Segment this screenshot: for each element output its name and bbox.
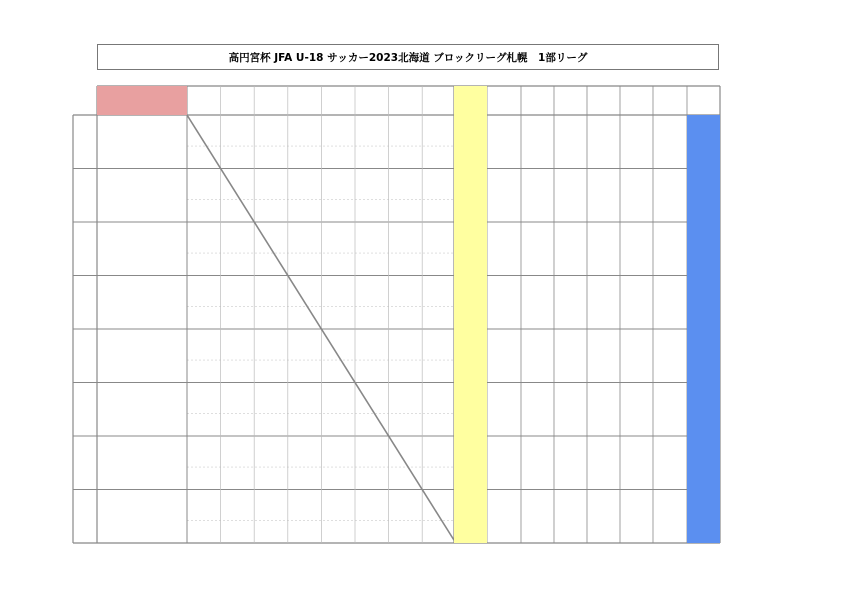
match-placeholder	[321, 496, 355, 522]
goal-diff-value	[653, 115, 687, 169]
wins-value	[487, 436, 521, 490]
match-score	[321, 288, 355, 304]
goal-diff-value	[653, 436, 687, 490]
row-number	[73, 436, 97, 490]
match-placeholder	[187, 282, 221, 308]
match-placeholder	[254, 442, 288, 468]
draws-value	[521, 383, 554, 437]
match-placeholder	[221, 389, 255, 415]
opponent-header	[321, 86, 355, 115]
row-number	[73, 222, 97, 276]
match-placeholder	[355, 282, 389, 308]
match-placeholder	[288, 496, 322, 522]
match-placeholder	[389, 335, 423, 361]
opponent-header	[187, 86, 221, 115]
wins-value	[487, 383, 521, 437]
row-number	[73, 490, 97, 544]
match-placeholder	[254, 522, 288, 544]
goal-diff-value	[653, 383, 687, 437]
losses-value	[554, 329, 587, 383]
match-placeholder	[321, 121, 355, 147]
team-name	[97, 436, 187, 490]
match-placeholder	[254, 121, 288, 147]
match-placeholder	[254, 201, 288, 223]
match-placeholder	[422, 442, 456, 468]
wins-value	[487, 115, 521, 169]
match-placeholder	[254, 282, 288, 308]
draws-value	[521, 490, 554, 544]
points-value	[454, 490, 487, 544]
goal-diff-value	[653, 169, 687, 223]
opponent-header	[254, 86, 288, 115]
match-placeholder	[422, 228, 456, 254]
points-value	[454, 436, 487, 490]
match-placeholder	[355, 175, 389, 201]
match-placeholder	[389, 389, 423, 415]
match-placeholder	[321, 201, 355, 223]
stat-header	[653, 86, 687, 115]
goals-for-value	[587, 436, 620, 490]
team-name	[97, 276, 187, 330]
stat-header	[687, 86, 720, 115]
match-placeholder	[221, 121, 255, 147]
rank-value	[687, 329, 720, 383]
match-placeholder	[254, 308, 288, 330]
match-placeholder	[422, 201, 456, 223]
goals-for-value	[587, 276, 620, 330]
goals-for-value	[587, 329, 620, 383]
match-placeholder	[221, 308, 255, 330]
match-placeholder	[288, 361, 322, 383]
draws-value	[521, 169, 554, 223]
match-placeholder	[187, 522, 221, 544]
match-placeholder	[355, 522, 389, 544]
match-placeholder	[355, 361, 389, 383]
wins-value	[487, 222, 521, 276]
team-name	[97, 222, 187, 276]
points-value	[454, 329, 487, 383]
losses-value	[554, 490, 587, 544]
match-placeholder	[254, 415, 288, 437]
team-name	[97, 490, 187, 544]
match-placeholder	[422, 361, 456, 383]
wins-value	[487, 169, 521, 223]
match-placeholder	[288, 442, 322, 468]
stat-header	[620, 86, 653, 115]
match-placeholder	[321, 147, 355, 169]
match-placeholder	[389, 361, 423, 383]
match-placeholder	[389, 282, 423, 308]
rank-value	[687, 222, 720, 276]
page-title: 高円宮杯 JFA U-18 サッカー2023北海道 ブロックリーグ札幌 1部リーグ	[97, 44, 719, 70]
points-value	[454, 276, 487, 330]
match-placeholder	[422, 415, 456, 437]
goal-diff-value	[653, 490, 687, 544]
league-label	[97, 86, 187, 115]
match-score	[221, 448, 255, 464]
draws-value	[521, 222, 554, 276]
match-placeholder	[389, 415, 423, 437]
rank-value	[687, 169, 720, 223]
match-placeholder	[221, 282, 255, 308]
draws-value	[521, 436, 554, 490]
row-number	[73, 329, 97, 383]
goals-against-value	[620, 329, 653, 383]
match-placeholder	[187, 308, 221, 330]
match-placeholder	[221, 361, 255, 383]
match-placeholder	[187, 442, 221, 468]
goals-against-value	[620, 276, 653, 330]
opponent-header	[288, 86, 322, 115]
match-placeholder	[254, 335, 288, 361]
match-placeholder	[389, 228, 423, 254]
match-placeholder	[254, 361, 288, 383]
wins-value	[487, 276, 521, 330]
match-placeholder	[321, 415, 355, 437]
match-score	[355, 234, 389, 250]
match-placeholder	[187, 335, 221, 361]
row-number	[73, 383, 97, 437]
match-score	[389, 181, 423, 197]
match-placeholder	[221, 415, 255, 437]
match-placeholder	[187, 228, 221, 254]
row-number	[73, 169, 97, 223]
match-placeholder	[254, 147, 288, 169]
rank-value	[687, 115, 720, 169]
match-placeholder	[288, 201, 322, 223]
match-score	[422, 127, 456, 143]
match-placeholder	[355, 442, 389, 468]
match-placeholder	[321, 468, 355, 490]
rank-value	[687, 490, 720, 544]
wins-value	[487, 490, 521, 544]
match-placeholder	[187, 361, 221, 383]
stat-header	[554, 86, 587, 115]
match-placeholder	[288, 147, 322, 169]
rank-value	[687, 436, 720, 490]
match-placeholder	[321, 175, 355, 201]
stat-header	[521, 86, 554, 115]
goals-against-value	[620, 222, 653, 276]
match-placeholder	[389, 496, 423, 522]
opponent-header	[389, 86, 423, 115]
match-placeholder	[254, 175, 288, 201]
match-placeholder	[422, 468, 456, 490]
match-placeholder	[221, 147, 255, 169]
goals-against-value	[620, 490, 653, 544]
match-placeholder	[355, 201, 389, 223]
match-placeholder	[422, 282, 456, 308]
team-name	[97, 169, 187, 223]
match-placeholder	[221, 496, 255, 522]
match-placeholder	[187, 415, 221, 437]
match-placeholder	[321, 228, 355, 254]
goals-against-value	[620, 115, 653, 169]
match-placeholder	[187, 201, 221, 223]
goals-for-value	[587, 490, 620, 544]
stat-header	[487, 86, 521, 115]
match-placeholder	[389, 201, 423, 223]
losses-value	[554, 383, 587, 437]
goals-for-value	[587, 115, 620, 169]
goals-against-value	[620, 436, 653, 490]
match-score	[288, 341, 322, 357]
rank-value	[687, 383, 720, 437]
points-value	[454, 169, 487, 223]
row-number	[73, 276, 97, 330]
goals-for-value	[587, 383, 620, 437]
match-placeholder	[321, 254, 355, 276]
match-placeholder	[321, 442, 355, 468]
match-placeholder	[221, 254, 255, 276]
team-name	[97, 329, 187, 383]
stat-header	[454, 86, 487, 115]
match-placeholder	[355, 496, 389, 522]
goal-diff-value	[653, 222, 687, 276]
team-name	[97, 115, 187, 169]
match-placeholder	[422, 254, 456, 276]
match-placeholder	[389, 308, 423, 330]
match-placeholder	[288, 522, 322, 544]
match-placeholder	[321, 522, 355, 544]
match-placeholder	[355, 335, 389, 361]
match-placeholder	[422, 175, 456, 201]
match-placeholder	[389, 147, 423, 169]
row-number	[73, 115, 97, 169]
match-placeholder	[254, 496, 288, 522]
match-placeholder	[422, 389, 456, 415]
opponent-header	[355, 86, 389, 115]
match-placeholder	[355, 468, 389, 490]
goals-against-value	[620, 383, 653, 437]
stat-header	[587, 86, 620, 115]
match-placeholder	[321, 389, 355, 415]
match-placeholder	[389, 522, 423, 544]
goal-diff-value	[653, 276, 687, 330]
points-value	[454, 383, 487, 437]
losses-value	[554, 115, 587, 169]
match-placeholder	[187, 468, 221, 490]
match-placeholder	[254, 468, 288, 490]
match-placeholder	[355, 308, 389, 330]
points-value	[454, 222, 487, 276]
match-placeholder	[389, 121, 423, 147]
match-placeholder	[389, 254, 423, 276]
match-placeholder	[321, 308, 355, 330]
match-placeholder	[221, 228, 255, 254]
match-placeholder	[187, 389, 221, 415]
match-placeholder	[221, 522, 255, 544]
rank-value	[687, 276, 720, 330]
losses-value	[554, 276, 587, 330]
wins-value	[487, 329, 521, 383]
match-placeholder	[221, 335, 255, 361]
match-placeholder	[355, 254, 389, 276]
match-score	[254, 395, 288, 411]
match-placeholder	[288, 468, 322, 490]
match-placeholder	[288, 175, 322, 201]
match-placeholder	[422, 308, 456, 330]
match-placeholder	[422, 147, 456, 169]
losses-value	[554, 169, 587, 223]
draws-value	[521, 329, 554, 383]
match-placeholder	[288, 121, 322, 147]
draws-value	[521, 276, 554, 330]
team-name	[97, 383, 187, 437]
match-placeholder	[187, 175, 221, 201]
match-placeholder	[187, 254, 221, 276]
goals-for-value	[587, 169, 620, 223]
opponent-header	[422, 86, 456, 115]
draws-value	[521, 115, 554, 169]
goals-for-value	[587, 222, 620, 276]
match-score	[187, 502, 221, 518]
opponent-header	[221, 86, 255, 115]
match-placeholder	[288, 228, 322, 254]
losses-value	[554, 222, 587, 276]
match-placeholder	[221, 468, 255, 490]
match-placeholder	[355, 121, 389, 147]
match-placeholder	[422, 335, 456, 361]
goals-against-value	[620, 169, 653, 223]
match-placeholder	[355, 147, 389, 169]
match-placeholder	[288, 389, 322, 415]
losses-value	[554, 436, 587, 490]
points-value	[454, 115, 487, 169]
goal-diff-value	[653, 329, 687, 383]
match-placeholder	[288, 254, 322, 276]
match-placeholder	[288, 415, 322, 437]
